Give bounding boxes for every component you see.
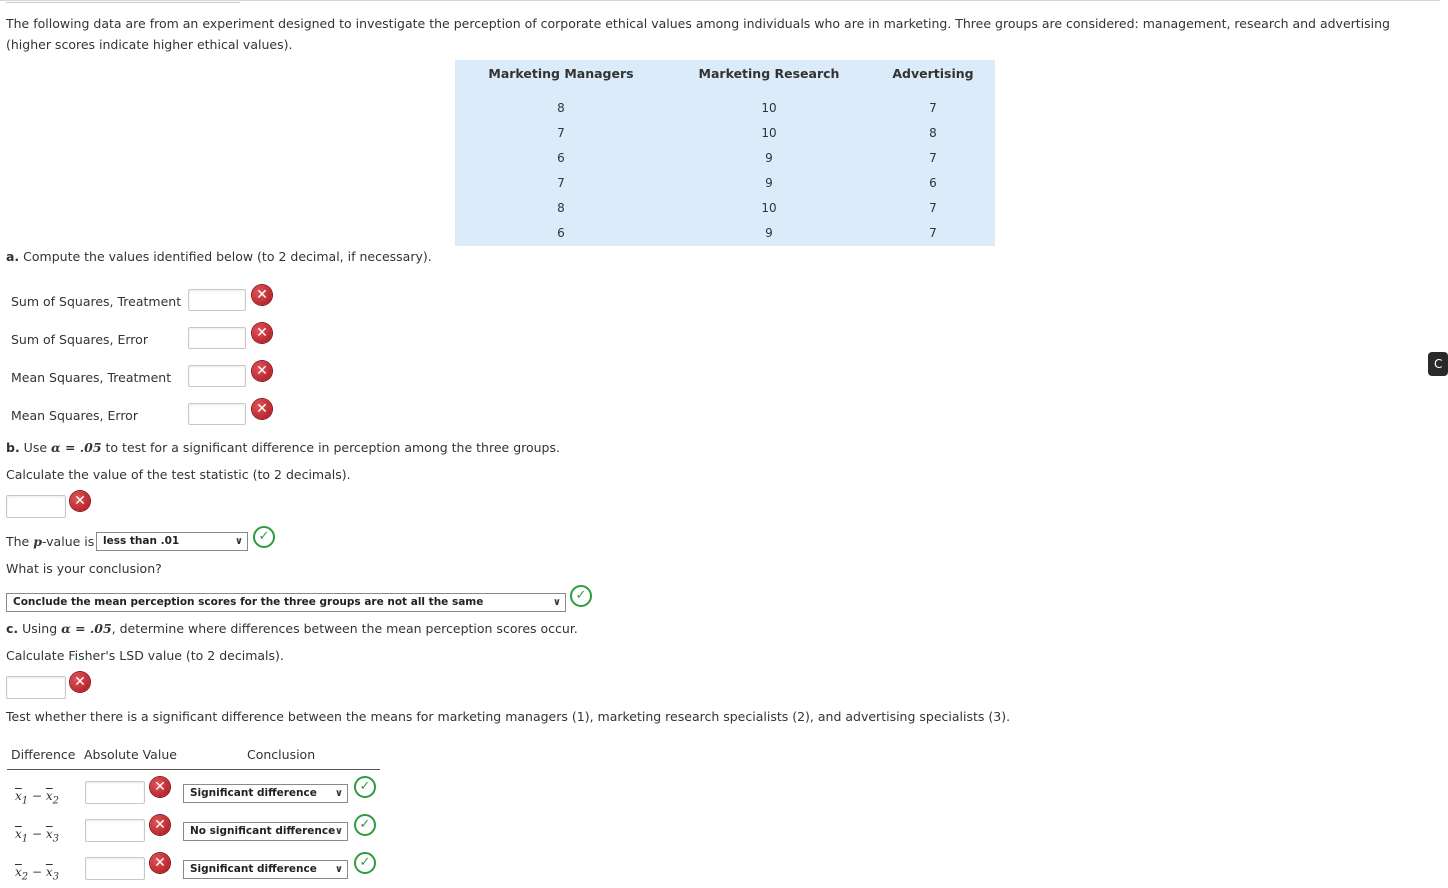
difference-label: $\overline{x}_1 - \overline{x}_3$	[15, 827, 59, 845]
subscript: 1	[21, 833, 29, 845]
table-cell: 9	[765, 226, 773, 240]
ms-treatment-input[interactable]	[188, 365, 246, 387]
check-circle-icon: ✓	[354, 776, 376, 798]
ss-error-input[interactable]	[188, 327, 246, 349]
table-header: Marketing Research	[698, 66, 840, 81]
table-cell: 8	[929, 126, 937, 140]
table-cell: 7	[929, 201, 937, 215]
check-circle-icon: ✓	[354, 814, 376, 836]
conclusion-row-select[interactable]	[183, 860, 348, 879]
conclusion-row-selected: Significant difference	[190, 863, 317, 875]
table-cell: 6	[557, 151, 565, 165]
test-stat-prompt: Calculate the value of the test statistic (to 2 decimals).	[6, 467, 351, 482]
table-header: Marketing Managers	[488, 66, 634, 81]
part-b-prompt-post: to test for a significant difference in perception among the three groups.	[101, 440, 560, 455]
p-symbol: p	[33, 534, 42, 549]
alpha-expression: α = .05	[61, 621, 112, 636]
top-divider	[0, 0, 1440, 1]
x-circle-icon: ✕	[150, 853, 170, 873]
x-circle-icon: ✕	[150, 815, 170, 835]
table-cell: 10	[761, 101, 777, 115]
lsd-input[interactable]	[6, 676, 66, 699]
ss-treatment-label: Sum of Squares, Treatment	[11, 294, 182, 309]
part-b-prompt-pre: Use	[19, 440, 52, 455]
ss-treatment-input[interactable]	[188, 289, 246, 311]
part-a-prompt-text: Compute the values identified below (to 2 decimal, if necessary).	[19, 249, 432, 264]
table-cell: 8	[557, 201, 565, 215]
table-cell: 8	[557, 101, 565, 115]
subscript: 2	[52, 795, 59, 807]
x-circle-icon: ✕	[150, 777, 170, 797]
test-stat-input[interactable]	[6, 495, 66, 518]
difference-label: $\overline{x}_2 - \overline{x}_3$	[15, 865, 59, 883]
x-circle-icon: ✕	[252, 361, 272, 381]
table-cell: 7	[929, 151, 937, 165]
table-cell: 7	[929, 101, 937, 115]
table-cell: 10	[761, 126, 777, 140]
x-circle-icon: ✕	[70, 672, 90, 692]
conclusion-row-selected: Significant difference	[190, 787, 317, 799]
part-c-prompt-post: , determine where differences between the mean perception scores occur.	[111, 621, 578, 636]
conclusion-row-select[interactable]	[183, 784, 348, 803]
pvalue-select[interactable]	[96, 532, 248, 551]
edge-button[interactable]: C	[1428, 352, 1448, 376]
pvalue-pre: The	[6, 534, 34, 549]
part-c-prompt-pre: Using	[18, 621, 62, 636]
alpha-expression: α = .05	[51, 440, 102, 455]
x-circle-icon: ✕	[252, 285, 272, 305]
subscript: 3	[52, 871, 59, 883]
conclusion-prompt: What is your conclusion?	[6, 561, 162, 576]
table-cell: 6	[929, 176, 937, 190]
chevron-down-icon: ∨	[334, 864, 343, 875]
check-circle-icon: ✓	[570, 585, 592, 607]
conclusion-select[interactable]	[6, 593, 566, 612]
col-header-difference: Difference	[11, 747, 76, 762]
chevron-down-icon: ∨	[234, 536, 243, 547]
table-cell: 7	[557, 176, 565, 190]
pvalue-post: -value is	[41, 534, 95, 549]
abs-value-input[interactable]	[85, 857, 145, 880]
subscript: 2	[21, 871, 29, 883]
conclusion-row-select[interactable]	[183, 822, 348, 841]
part-letter: b.	[6, 440, 20, 455]
x-circle-icon: ✕	[252, 399, 272, 419]
part-letter: c.	[6, 621, 19, 636]
chevron-down-icon: ∨	[334, 826, 343, 837]
table-cell: 10	[761, 201, 777, 215]
col-header-conclusion: Conclusion	[247, 747, 316, 762]
col-header-absolute-value: Absolute Value	[84, 747, 177, 762]
table-cell: 9	[765, 151, 773, 165]
part-a-prompt	[6, 249, 432, 264]
problem-intro: The following data are from an experiment designed to investigate the perception of corporate ethical values among individuals who are in marketing. Three groups are considered: management, research and advertising (higher scores indicate higher ethical values).	[6, 16, 1390, 52]
data-table	[455, 60, 995, 246]
top-tab-line	[6, 2, 240, 3]
abs-value-input[interactable]	[85, 781, 145, 804]
table-cell: 7	[557, 126, 565, 140]
table-header: Advertising	[892, 66, 974, 81]
check-circle-icon: ✓	[354, 852, 376, 874]
chevron-down-icon: ∨	[334, 788, 343, 799]
conclusion-row-selected: No significant difference	[190, 825, 336, 837]
test-prompt: Test whether there is a significant difference between the means for marketing managers (1), marketing research specialists (2), and advertising specialists (3).	[6, 709, 1011, 724]
difference-label: $\overline{x}_1 - \overline{x}_2$	[15, 789, 59, 807]
subscript: 1	[21, 795, 29, 807]
table-cell: 6	[557, 226, 565, 240]
ms-error-input[interactable]	[188, 403, 246, 425]
part-letter: a.	[6, 249, 20, 264]
subscript: 3	[52, 833, 59, 845]
conclusion-selected: Conclude the mean perception scores for the three groups are not all the same	[13, 596, 484, 608]
table-cell: 9	[765, 176, 773, 190]
abs-value-input[interactable]	[85, 819, 145, 842]
part-b-prompt	[6, 440, 560, 455]
lsd-prompt: Calculate Fisher's LSD value (to 2 decimals).	[6, 648, 284, 663]
pvalue-label	[6, 534, 94, 549]
chevron-down-icon: ∨	[552, 597, 561, 608]
x-circle-icon: ✕	[252, 323, 272, 343]
x-circle-icon: ✕	[70, 491, 90, 511]
ms-treatment-label: Mean Squares, Treatment	[11, 370, 172, 385]
ss-error-label: Sum of Squares, Error	[11, 332, 148, 347]
header-underline	[7, 769, 380, 770]
ms-error-label: Mean Squares, Error	[11, 408, 138, 423]
part-c-prompt	[6, 621, 578, 636]
table-cell: 7	[929, 226, 937, 240]
check-circle-icon: ✓	[253, 526, 275, 548]
pvalue-selected: less than .01	[103, 535, 180, 547]
